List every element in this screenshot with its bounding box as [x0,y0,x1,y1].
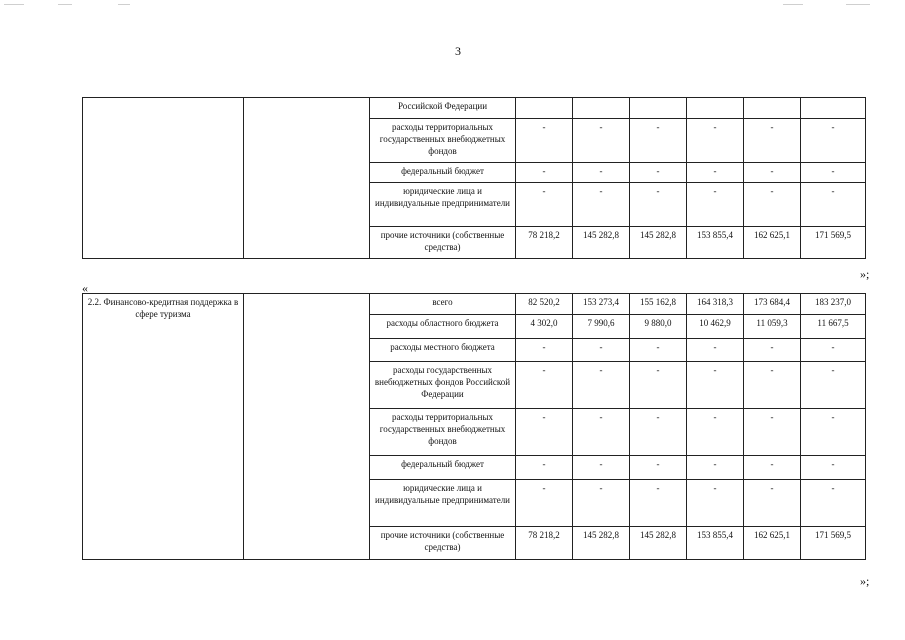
value-cell: 183 237,0 [801,294,866,315]
value-cell: - [630,183,687,227]
value-cell: - [801,456,866,480]
value-cell: - [516,362,573,409]
value-cell: 162 625,1 [744,227,801,259]
value-cell [801,98,866,119]
source-cell: расходы местного бюджета [370,339,516,362]
value-cell [516,98,573,119]
value-cell: 10 462,9 [687,315,744,339]
source-cell: расходы областного бюджета [370,315,516,339]
value-cell: - [516,480,573,527]
value-cell: - [687,339,744,362]
value-cell: - [516,119,573,163]
funding-table-continuation [82,97,866,259]
scan-artifact [118,4,130,5]
value-cell: 171 569,5 [801,527,866,560]
source-cell: федеральный бюджет [370,456,516,480]
table-row [83,98,866,119]
value-cell: - [744,362,801,409]
value-cell: 153 273,4 [573,294,630,315]
value-cell: - [744,163,801,183]
value-cell: - [687,183,744,227]
value-cell: - [744,119,801,163]
value-cell: - [630,339,687,362]
value-cell: - [573,409,630,456]
value-cell: - [516,163,573,183]
value-cell: 11 059,3 [744,315,801,339]
value-cell: - [630,456,687,480]
value-cell: - [801,119,866,163]
source-cell: юридические лица и индивидуальные предприниматели [370,480,516,527]
value-cell: - [687,480,744,527]
value-cell [687,98,744,119]
value-cell: - [744,480,801,527]
value-cell: 11 667,5 [801,315,866,339]
source-cell: расходы территориальных государственных внебюджетных фондов [370,409,516,456]
value-cell: - [573,119,630,163]
source-cell: прочие источники (собственные средства) [370,527,516,560]
value-cell: 7 990,6 [573,315,630,339]
executor-cell [244,294,370,560]
source-cell: Российской Федерации [370,98,516,119]
value-cell: - [516,409,573,456]
page-number: 3 [455,44,461,58]
value-cell: 171 569,5 [801,227,866,259]
value-cell: - [516,456,573,480]
value-cell: 78 218,2 [516,227,573,259]
value-cell: 155 162,8 [630,294,687,315]
value-cell: - [744,339,801,362]
value-cell: 153 855,4 [687,227,744,259]
value-cell: - [687,362,744,409]
source-cell: юридические лица и индивидуальные предприниматели [370,183,516,227]
scan-artifact [4,4,24,5]
value-cell: 164 318,3 [687,294,744,315]
source-cell: расходы территориальных государственных внебюджетных фондов [370,119,516,163]
value-cell: - [516,183,573,227]
value-cell: - [516,339,573,362]
value-cell: - [630,409,687,456]
source-cell: расходы государственных внебюджетных фондов Российской Федерации [370,362,516,409]
value-cell: - [573,163,630,183]
value-cell: - [801,163,866,183]
value-cell [573,98,630,119]
value-cell: - [573,480,630,527]
value-cell: - [744,409,801,456]
value-cell: - [801,183,866,227]
value-cell: - [744,456,801,480]
program-name-cell: 2.2. Финансово-кредитная поддержка в сфере туризма [83,294,244,560]
value-cell: - [573,362,630,409]
value-cell: 4 302,0 [516,315,573,339]
value-cell [630,98,687,119]
source-cell: всего [370,294,516,315]
value-cell: 145 282,8 [573,527,630,560]
value-cell: - [573,456,630,480]
value-cell: 145 282,8 [573,227,630,259]
value-cell: - [687,163,744,183]
value-cell: 145 282,8 [630,227,687,259]
value-cell: 145 282,8 [630,527,687,560]
value-cell: 173 684,4 [744,294,801,315]
value-cell: - [630,362,687,409]
value-cell: - [801,480,866,527]
value-cell: - [630,119,687,163]
program-name-cell [83,98,244,259]
value-cell: - [630,163,687,183]
value-cell: 162 625,1 [744,527,801,560]
value-cell: - [687,456,744,480]
value-cell: - [573,183,630,227]
value-cell: - [801,362,866,409]
value-cell: 78 218,2 [516,527,573,560]
value-cell: - [801,339,866,362]
executor-cell [244,98,370,259]
value-cell: - [744,183,801,227]
value-cell: 9 880,0 [630,315,687,339]
value-cell: 82 520,2 [516,294,573,315]
source-cell: прочие источники (собственные средства) [370,227,516,259]
value-cell: - [801,409,866,456]
scan-artifact [846,4,870,5]
scan-artifact [58,4,72,5]
closing-quote: »; [860,267,870,281]
source-cell: федеральный бюджет [370,163,516,183]
value-cell: - [573,339,630,362]
table-row [83,294,866,315]
value-cell: - [687,409,744,456]
opening-quote: « [82,281,88,295]
value-cell: - [687,119,744,163]
funding-table-tourism-support [82,293,866,560]
value-cell: 153 855,4 [687,527,744,560]
value-cell: - [630,480,687,527]
value-cell [744,98,801,119]
scan-artifact [783,4,803,5]
closing-quote: »; [860,574,870,588]
